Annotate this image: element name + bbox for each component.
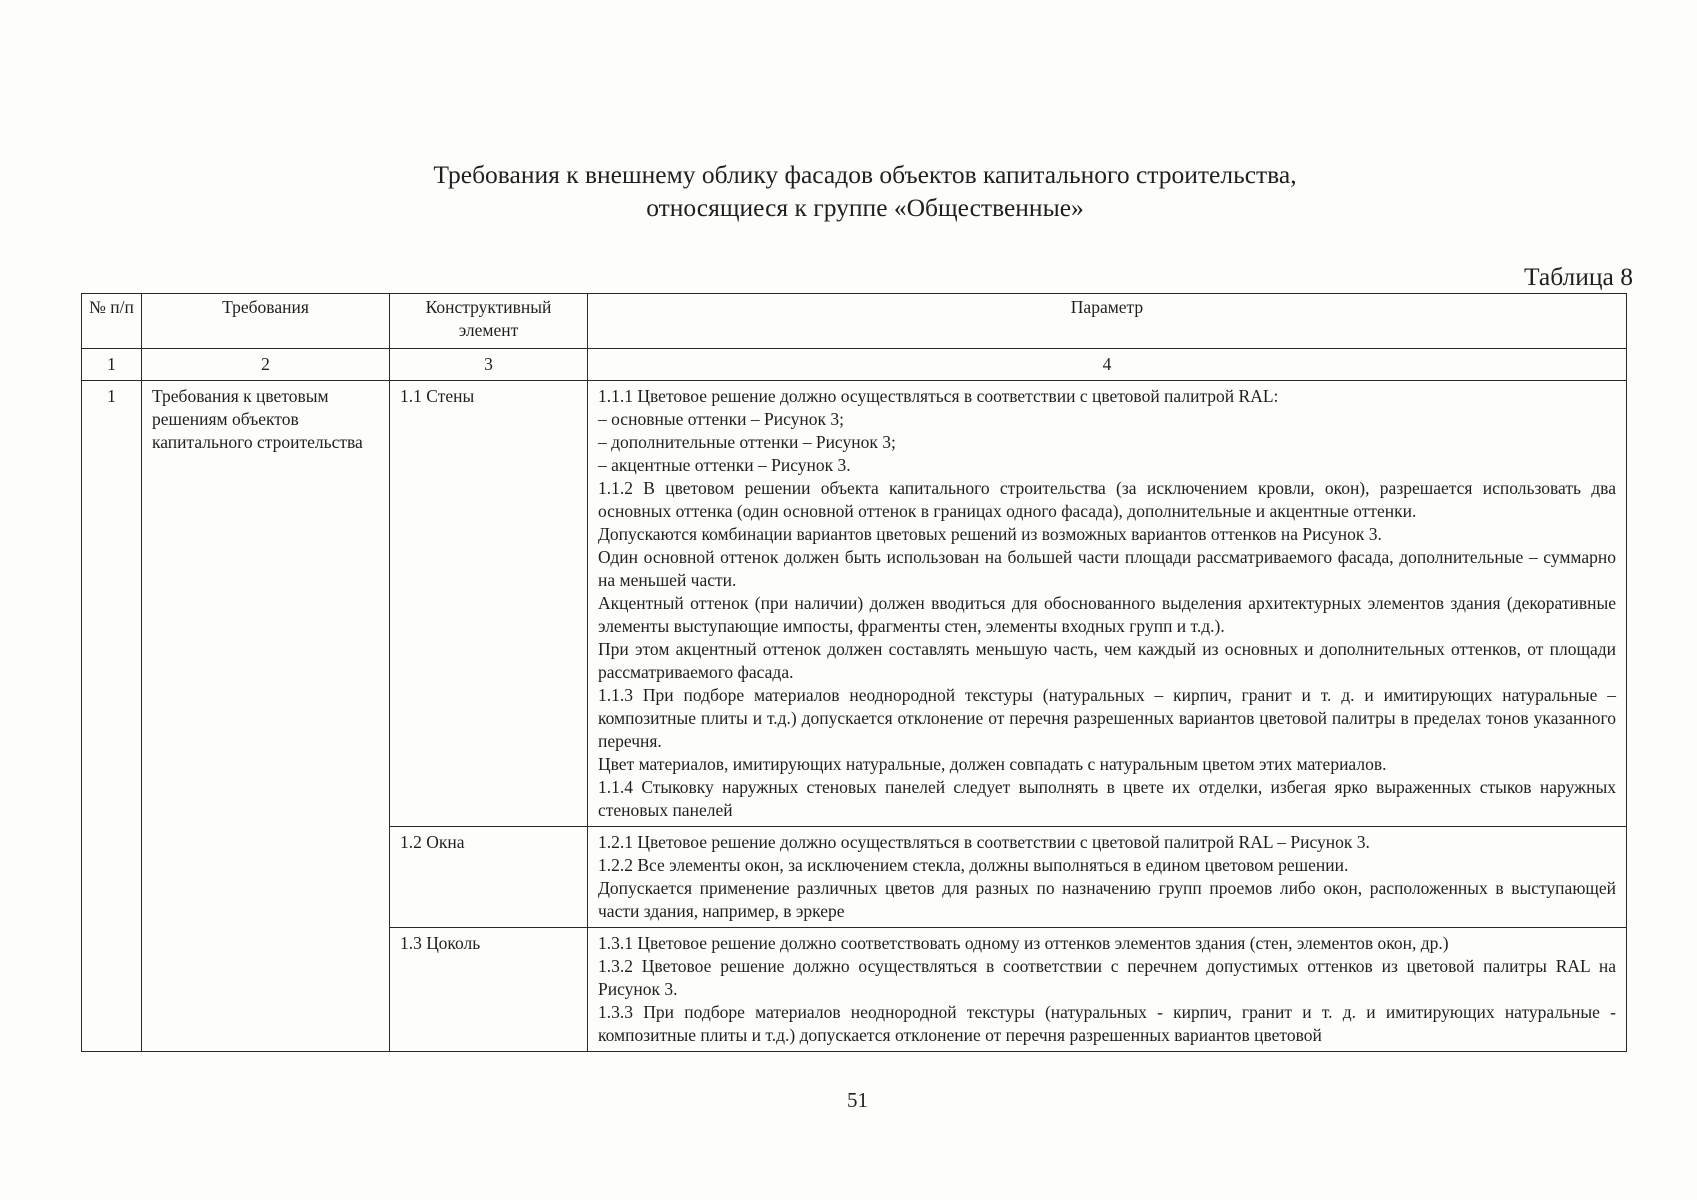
param-line: Допускается применение различных цветов для разных по назначению групп проемов либо окон, расположенных в выступающей части здания, например, в эркере	[598, 878, 1616, 921]
table-caption: Таблица 8	[1523, 262, 1633, 291]
parameter-windows	[588, 827, 1627, 928]
parameter-walls	[588, 381, 1627, 827]
param-line: 1.1.3 При подборе материалов неоднородной текстуры (натуральных – кирпич, гранит и т. д. и имитирующих натуральные – композитные плиты и т.д.) допускается отклонение от перечня разрешенных вариантов цветовой палитры в пределах тонов указанного перечня.	[598, 685, 1616, 751]
parameter-plinth	[588, 928, 1627, 1052]
param-line: – дополнительные оттенки – Рисунок 3;	[598, 432, 896, 452]
param-line: Цвет материалов, имитирующих натуральные, должен совпадать с натуральным цветом этих материалов.	[598, 754, 1387, 774]
param-line: – основные оттенки – Рисунок 3;	[598, 409, 845, 429]
header-num: № п/п	[82, 294, 142, 349]
param-line: 1.1.4 Стыковку наружных стеновых панелей следует выполнять в цвете их отделки, избегая ярко выраженных стыков наружных стеновых панелей	[598, 777, 1616, 820]
element-walls: 1.1 Стены	[390, 381, 588, 827]
requirement-cell: Требования к цветовым решениям объектов капитального строительства	[142, 381, 390, 1052]
header-parameter: Параметр	[588, 294, 1627, 349]
row-number: 1	[82, 381, 142, 1052]
header-element: Конструктивный элемент	[390, 294, 588, 349]
header-row	[82, 294, 1627, 349]
column-number-row	[82, 349, 1627, 381]
colnum-2: 2	[142, 349, 390, 381]
title-line-1: Требования к внешнему облику фасадов объектов капитального строительства,	[433, 160, 1297, 189]
element-windows: 1.2 Окна	[390, 827, 588, 928]
param-line: Допускаются комбинации вариантов цветовых решений из возможных вариантов оттенков на Рисунок 3.	[598, 524, 1382, 544]
param-line: Акцентный оттенок (при наличии) должен вводиться для обоснованного выделения архитектурных элементов здания (декоративные элементы выступающие импосты, фрагменты стен, элементы входных групп и т.д.).	[598, 593, 1616, 636]
document-title	[0, 158, 1697, 224]
param-line: 1.1.2 В цветовом решении объекта капитального строительства (за исключением кровли, окон), разрешается использовать два основных оттенка (один основной оттенок в границах одного фасада), дополнительные и акцентные оттенки.	[598, 478, 1616, 521]
param-line: 1.3.1 Цветовое решение должно соответствовать одному из оттенков элементов здания (стен, элементов окон, др.)	[598, 933, 1449, 953]
param-line: Один основной оттенок должен быть использован на большей части площади рассматриваемого фасада, дополнительные – суммарно на меньшей части.	[598, 547, 1616, 590]
table-row	[82, 381, 1627, 827]
page-number: 51	[847, 1088, 868, 1112]
header-requirements: Требования	[142, 294, 390, 349]
element-plinth: 1.3 Цоколь	[390, 928, 588, 1052]
title-line-2: относящиеся к группе «Общественные»	[646, 193, 1084, 222]
colnum-4: 4	[588, 349, 1627, 381]
param-line: 1.3.2 Цветовое решение должно осуществляться в соответствии с перечнем допустимых оттенков из цветовой палитры RAL на Рисунок 3.	[598, 956, 1616, 999]
param-line: 1.1.1 Цветовое решение должно осуществляться в соответствии с цветовой палитрой RAL:	[598, 386, 1279, 406]
colnum-3: 3	[390, 349, 588, 381]
param-line: – акцентные оттенки – Рисунок 3.	[598, 455, 851, 475]
param-line: 1.3.3 При подборе материалов неоднородной текстуры (натуральных - кирпич, гранит и т. д. и имитирующих натуральные - композитные плиты и т.д.) допускается отклонение от перечня разрешенных вариантов цветовой	[598, 1002, 1616, 1045]
param-line: 1.2.2 Все элементы окон, за исключением стекла, должны выполняться в едином цветовом решении.	[598, 855, 1349, 875]
requirements-table	[81, 293, 1627, 1052]
param-line: 1.2.1 Цветовое решение должно осуществляться в соответствии с цветовой палитрой RAL – Рисунок 3.	[598, 832, 1370, 852]
param-line: При этом акцентный оттенок должен составлять меньшую часть, чем каждый из основных и дополнительных оттенков, от площади рассматриваемого фасада.	[598, 639, 1616, 682]
colnum-1: 1	[82, 349, 142, 381]
